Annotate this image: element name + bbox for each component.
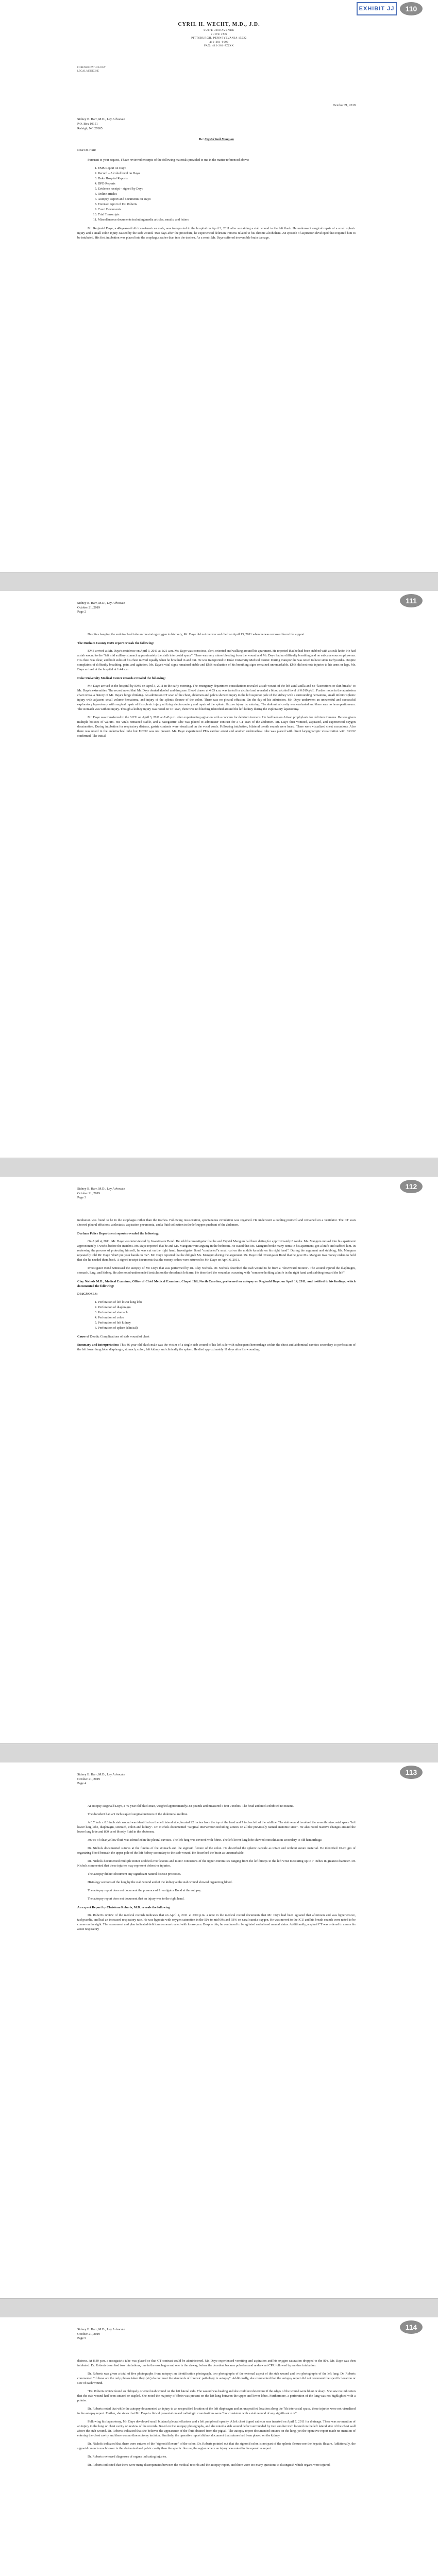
paragraph: The autopsy report does not document the presence of Investigator Bond at the autopsy.	[88, 1889, 201, 1892]
intro-paragraph: Pursuant to your request, I have reviewed excerpts of the following materials provided to me in the matter referenced above:	[88, 158, 249, 162]
diagnosis-item: 5. Perforation of left kidney	[98, 1320, 356, 1325]
letter-page-4	[0, 1762, 438, 2298]
paragraph: distress. At 8:30 p.m. a nasogastric tube was placed so that CT contrast could be administered. Mr. Daye experienced vomiting and aspiration and his oxygen saturation dropped to the 80's. Mr. Daye was then intubated. Dr. Roberts described two intubations, one in the esophagus and one in the airway, before the decedent became pulseless and underwent CPR followed by another intubation.	[77, 2359, 356, 2367]
materials-item: 3. Duke Hospital Reports	[98, 176, 356, 181]
materials-item: 7. Autopsy Report and documents on Dayo	[98, 197, 356, 201]
header-date: October 21, 2019	[77, 2332, 100, 2336]
header-page: Page 2	[77, 610, 86, 614]
re-label: Re:	[199, 138, 204, 141]
paragraph: Dr. Nichols documented multiple minor scabbed-over lesions and minor contusions of the upper extremities ranging from the left biceps to the left wrist measuring up to 7 inches in greatest diameter. Dr. Nichols commented that these injuries may represent defensive injuries.	[77, 1859, 356, 1868]
header-date: October 21, 2019	[77, 1191, 100, 1195]
exhibit-stamp: EXHIBIT JJ	[357, 2, 397, 15]
paragraph: Dr. Nichols documented sutures at the fundus of the stomach and the sigmoid flexure of the colon. He described the splenic capsule as intact and without suture material. He identified 10-20 gm of organizing blood beneath the upper pole of the left kidney secondary to the stab wound. He described the brain as unremarkable.	[77, 1846, 356, 1855]
cause-text: Complications of stab wound of chest	[100, 1335, 149, 1338]
materials-item: 2. Record – Alcohol level on Dayo	[98, 171, 356, 176]
page-separator	[0, 1743, 438, 1763]
paragraph: Investigator Bond witnessed the autopsy of Mr. Daye that was performed by Dr. Clay Nichols. Dr. Nichols described the stab wound to be from a "downward motion". The wound injured the diaphragm, stomach, lung, and kidney. He also noted undescended testicles on the decedent's left arm. He described the wound as occurring with "someone holding a knife in the right hand and stabbing toward the left".	[77, 1266, 356, 1275]
letterhead-line: SUITE 2XX	[210, 32, 228, 36]
materials-item: 11. Miscellaneous documents including media articles, emails, and letters	[98, 217, 356, 222]
diagnosis-item: 1. Perforation of left lower lung lobe	[98, 1300, 356, 1304]
page-header	[77, 1773, 232, 1786]
paragraph: "Dr. Roberts review found an obliquely oriented stab wound on the left lateral side. The wound was healing and she could not determine if the edges of the wound were blunt or sharp. She saw no indication that the stab wound had been sutured or stapled. She noted the majority of fibrin was present on the left lung between the upper and lower lobes. Furthermore, a perforation of the lung was not highlighted with a pointer.	[77, 2389, 356, 2402]
section-heading: Duke University Medical Center records revealed the following:	[77, 676, 166, 680]
section-heading: An expert Report by Christena Roberts, M.D. reveals the following:	[77, 1906, 172, 1909]
diagnoses-label: DIAGNOSES:	[77, 1292, 98, 1296]
paragraph: Dr. Nichols indicated that there were sutures of the "sigmoid flexure" of the colon. Dr. Roberts pointed out that the sigmoid colon is not part of the splenic flexure nor the hepatic flexure. Additionally, the sigmoid colon is much lower in the abdominal and pelvic cavity than the splenic flexure, the region where an injury was noted in the operative report.	[77, 2442, 356, 2450]
letter-body-1	[77, 103, 356, 244]
materials-item: 9. Court Documents	[98, 207, 356, 212]
summary-interpretation	[77, 1343, 356, 1352]
page-separator	[0, 2298, 438, 2318]
header-recipient: Sidney B. Harr, M.D., Lay Advocate	[77, 1773, 125, 1776]
summary-text: This 46-year-old black male was the victim of a single stab wound of his left side with subsequent hemorrhage within the chest and abdominal cavities secondary to perforation of the left lower lung lobe, diaphragm, stomach, colon, left kidney and clinically the spleen. He died approximately 11 days after his wounding.	[77, 1343, 356, 1351]
letter-page-2	[0, 591, 438, 1158]
address-line: P.O. Box 10151	[77, 122, 98, 126]
letter-body-2	[77, 632, 356, 742]
address-line: Raleigh, NC 27605	[77, 127, 103, 130]
case-summary-paragraph: Mr. Reginald Daye, a 46-year-old African-American male, was transported to the hospital on April 3, 2011 after sustaining a stab wound to the left flank. He underwent surgical repair of a small splenic injury and a small colon injury caused by the stab wound. Two days after the procedure, he experienced delirium tremens related to his chronic alcoholism. An episode of aspiration developed that required him to be intubated. His first intubation was placed into the esophagus rather than into the trachea. As a result Mr. Daye suffered irreversible brain damage.	[77, 227, 356, 240]
materials-item: 10. Trial Transcripts	[98, 212, 356, 217]
paragraph: The autopsy did not document any significant natural disease processes.	[88, 1872, 181, 1876]
letter-date: October 21, 2019	[333, 104, 356, 107]
paragraph: 300 cc of clear yellow fluid was identified in the pleural cavities. The left lung was covered with fibrin. The left lower lung lobe showed consolidation secondary to old hemorrhage.	[88, 1838, 323, 1842]
materials-item: 4. DPD Reports	[98, 181, 356, 186]
paragraph: At autopsy Reginald Daye, a 46-year old black man, weighed approximately188 pounds and measured 5 feet 9 inches. The head and neck exhibited no trauma.	[88, 1804, 294, 1808]
cause-of-death	[77, 1334, 356, 1339]
page-header	[77, 601, 232, 615]
cause-label: Cause of Death:	[77, 1335, 100, 1338]
diagnoses-list	[98, 1300, 356, 1330]
page-number-badge: 112	[400, 1180, 423, 1193]
section-heading: Clay Nichols M.D., Medical Examiner, Office of Chief Medical Examiner, Chapel Hill, North Carolina, performed an autopsy on Reginald Daye, on April 14, 2011, and testified to his findings, which documented the following:	[77, 1280, 356, 1288]
letterhead-name: CYRIL H. WECHT, M.D., J.D.	[178, 22, 260, 27]
paragraph: A 0.7 inch x 0.3 inch stab wound was identified on the left lateral side, located 22 inches from the top of the head and 7 inches left of the midline. The stab wound involved the seventh intercostal space "left lower lung lobe, diaphragm, stomach, colon and kidney". Dr. Nichols documented "surgical intervention including sutures on all the previously named anatomic sites". He also noted reactive changes around the lower lung lobe and 800 cc of bloody fluid in the abdomen.	[77, 1821, 356, 1834]
letterhead-line: 412-281-9090	[209, 40, 229, 44]
paragraph: intubation was found to be in the esophagus rather than the trachea. Following resuscitation, spontaneous circulation was regained. He underwent a cooling protocol and remained on a ventilator. The CT scan showed pleural effusions, atelectasis, aspiration pneumonia, and a fluid collection in the left upper quadrant of the abdomen.	[77, 1218, 356, 1227]
diagnosis-item: 3. Perforation of stomach	[98, 1310, 356, 1315]
letterhead	[129, 22, 309, 48]
letterhead-line: SUITE 3200 AVENUE	[204, 29, 234, 32]
letter-body-3	[77, 1218, 356, 1355]
paragraph: The autopsy report does not document that an injury was to the right hand.	[88, 1897, 184, 1901]
paragraph: On April 4, 2011, Mr. Daye was interviewed by Investigator Bond. He told the investigator that he and Crystal Mangum had been dating for approximately 8 weeks. Ms. Mangum moved into his apartment approximately 5 weeks before the incident. Mr. Daye reported that he and Ms. Mangum were arguing in the bedroom. He stated that Ms. Mangum broke many items in his apartment, got a knife and stabbed him. In reviewing the process of protecting himself, he was cut on the right hand. Investigator Bond "conducted"a small cut on the middle knuckle on his right hand". During the argument and stabbing, Ms. Mangum repeatedly told Mr. Daye "don't put your hands on me". Mr. Daye reported that he did grab Ms. Mangum during the argument. Mr. Daye told Investigator Bond that he gave Ms. Mangum two money orders to hold that she he needed them back. A signed receipt documents that the money orders were returned to Mr. Daye on April 6, 2011.	[77, 1240, 356, 1262]
summary-label: Summary and Interpretation:	[77, 1343, 119, 1347]
diagnosis-item: 4. Perforation of colon	[98, 1315, 356, 1320]
materials-item: 1. EMS Report on Dayo	[98, 166, 356, 171]
paragraph: Dr. Roberts was given a total of five photographs from autopsy: an identification photograph, two photographs of the external aspect of the stab wound and two photographs of the left lung. Dr. Roberts commented "if these are the only photos taken they (sic) do not meet the standards of forensic pathology in autopsy". Additionally, she commented that the autopsy report did not document the specific location or size of each wound.	[77, 2372, 356, 2385]
materials-item: 6. Online articles	[98, 192, 356, 196]
letterhead-line: PITTSBURGH, PENNSYLVANIA 15222	[191, 37, 247, 40]
re-subject: Crystal Gail Mangum	[205, 138, 234, 141]
header-page: Page 5	[77, 2336, 86, 2340]
letterhead-left	[77, 66, 106, 73]
materials-list	[98, 166, 356, 222]
letter-body-5	[77, 2359, 356, 2471]
paragraph: Dr. Roberts reviewed diagnoses of organs indicating injuries.	[88, 2455, 167, 2459]
header-page: Page 3	[77, 1196, 86, 1199]
page-separator	[0, 1158, 438, 1177]
page-number-badge: 111	[400, 594, 423, 607]
header-page: Page 4	[77, 1782, 86, 1785]
letterhead-left-line: FORENSIC PATHOLOGY	[77, 66, 106, 69]
paragraph: EMS arrived at Mr. Daye's residence on April 3, 2011 at 1:21 a.m. Mr. Daye was conscious, alert, oriented and walking around his apartment. He reported that he had been stabbed with a steak knife. He had a stab wound to the "left mid axillary stomach approximately the sixth intercostal space". There was very minor bleeding from the wound and Mr. Daye had no difficulty breathing and no subcutaneous emphysema. His chest was clear, and both sides of his chest moved equally when he breathed in and out. He was transported to Duke University Medical Center. During transport he was noted to have sinus tachycardia. Despite complaints of difficulty breathing, pain, and agitation, Mr. Daye's vital signs remained stable and EMS evaluation of his breathing signs remained unremarkable. EMS did not note injuries to his arms or legs. Mr. Daye arrived at the hospital at 1:44 a.m.	[77, 649, 356, 671]
header-recipient: Sidney B. Harr, M.D., Lay Advocate	[77, 1187, 125, 1191]
header-date: October 21, 2019	[77, 605, 100, 609]
page-separator	[0, 572, 438, 591]
letterhead-line: FAX: 412-281-XXXX	[204, 44, 234, 47]
header-date: October 21, 2019	[77, 1777, 100, 1781]
page-number-badge: 114	[400, 2320, 423, 2334]
salutation: Dear Dr. Harr:	[77, 148, 96, 152]
page-number-badge: 110	[400, 2, 423, 15]
paragraph: The decedent had a 9 inch stapled surgical incision of the abdominal midline.	[88, 1812, 188, 1816]
header-recipient: Sidney B. Harr, M.D., Lay Advocate	[77, 601, 125, 605]
page-header	[77, 2328, 232, 2341]
section-heading: The Durham County EMS report reveals the following:	[77, 641, 154, 645]
re-line	[77, 137, 356, 142]
paragraph: Dr. Robert's review of the medical records indicates that on April 4, 2011 at 5:00 p.m. a note in the medical record documents that Mr. Daye had been agitated that afternoon and was hypertensive, tachycardic, and had an increased respiratory rate. He was hypoxic with oxygen saturation in the 50's to mid 60's and 93% on nasal canula oxygen. He was moved to the ICU and his breath sounds were noted to be coarse on the right. The assessment and plan indicated delirium tremens treated with lorazepam. Despite this, he continued to be agitated and altered mental status. Additionally, a spinal CT was ordered to assess his acute respiratory	[77, 1913, 356, 1931]
letter-page-3	[0, 1177, 438, 1743]
paragraph: Mr. Daye was transferred to the SICU on April 3, 2011 at 8:43 p.m. after experiencing agitation with a concern for delirium tremens. He had been on Ativan prophylaxis for delirium tremens. He was given multiple boluses of valium. His vitals remained stable, and a nasogastric tube was placed to administer contrast for a CT scan of the abdomen. Mr. Daye then vomited, aspirated, and experienced oxygen desaturation. During intubation for respiratory distress, gastric contents were visualized on the vocal cords. Following intubation, bilateral breath sounds were heard. There were visualized chest excursions. Also there was noted in the endotracheal tube but EtCO2 was not present. Mr. Daye experienced PEA cardiac arrest and another endotracheal tube was placed with direct laryngoscopic visualization with EtCO2 confirmed. The initial	[77, 716, 356, 738]
materials-item: 8. Forensic report of Dr. Roberts	[98, 202, 356, 207]
address-line: Sidney B. Harr, M.D., Lay Advocate	[77, 117, 125, 121]
diagnosis-item: 6. Perforation of spleen (clinical)	[98, 1326, 356, 1330]
header-recipient: Sidney B. Harr, M.D., Lay Advocate	[77, 2328, 125, 2331]
materials-item: 5. Evidence receipt – signed by Dayo	[98, 187, 356, 191]
letter-page-5	[0, 2317, 438, 2576]
section-heading: Durham Police Department reports revealed the following:	[77, 1232, 159, 1235]
paragraph: Histology sections of the lung by the stab wound and of the kidney at the stab wound showed organizing blood.	[88, 1880, 233, 1884]
page-header	[77, 1187, 232, 1200]
letter-page-1	[0, 0, 438, 572]
paragraph: Dr. Roberts indicated that there were many discrepancies between the medical records and the autopsy report, and there were too many questions to distinguish which organs were injured.	[88, 2463, 331, 2467]
page-number-badge: 113	[400, 1766, 423, 1779]
letterhead-left-line: LEGAL MEDICINE	[77, 70, 99, 73]
diagnosis-item: 2. Perforation of diaphragm	[98, 1305, 356, 1310]
paragraph: Mr. Daye arrived at the hospital by EMS on April 3, 2011 in the early morning. The emergency department consultations revealed a stab wound of the left axial axilla and no "lacerations or skin breaks" to Mr. Daye's extremities. The record noted that Mr. Daye denied alcohol and drug use. Blood drawn at 4:03 a.m. was tested for alcohol and revealed a blood alcohol level of 0.019 g/dL. Further notes in the admission chart reveal a history of Mr. Daye's binge drinking. An admission CT scan of the chest, abdomen and pelvis showed injury to the left superior pole of the kidney with a surrounding hematoma, small inferior splenic injury with adjacent small volume hematoma, and injury of the splenic flexure of the colon. There was no pleural effusion. On the day of his admission, Mr. Daye underwent an uneventful and successful exploratory laparotomy with surgical repair of his splenic injury utilizing electrocautery and repair of the splenic flexure injury by suturing. The abdominal cavity was evaluated and there was no hemoperitoneum. The stomach was without injury. Though a kidney injury was noted on CT scan, there was no bleeding identified around the left kidney during the exploratory laparotomy.	[77, 684, 356, 711]
paragraph: Dr. Roberts noted that while the autopsy documented an injury to an unspecified location of the left diaphragm and an unspecified location along the 7th intercostal space, these injuries were not visualized in the autopsy report. Further, she states that Mr. Daye's clinical presentation and radiologic examinations were "not consistent with a stab wound of any significant size".	[77, 2407, 356, 2415]
paragraph: Despite changing the endotracheal tube and restoring oxygen to his body, Mr. Daye did not recover and died on April 13, 2011 when he was removed from life support.	[88, 633, 306, 636]
letter-body-4	[77, 1804, 356, 1935]
paragraph: Following his laparotomy, Mr. Daye developed small bilateral pleural effusions and a left peripheral opacity. A left chest tipped catheter was inserted on April 7, 2011 for drainage. There was no mention of an injury to the lung or chest cavity on review of the records. Based on the autopsy photographs, and she noted a stab wound defect surrounded by two another inch located on the left lateral side of the chest wall above the stab wound. Dr. Roberts indicated that she believes the appearance of the fluid drained from the pigtail. The autopsy report documented sutures on the lung, yet the operative report made no mention of entering the chest cavity and there was no thoracotomy incision. Similarly, the operative report did not document that sutures had been placed on the kidney.	[77, 2420, 356, 2437]
